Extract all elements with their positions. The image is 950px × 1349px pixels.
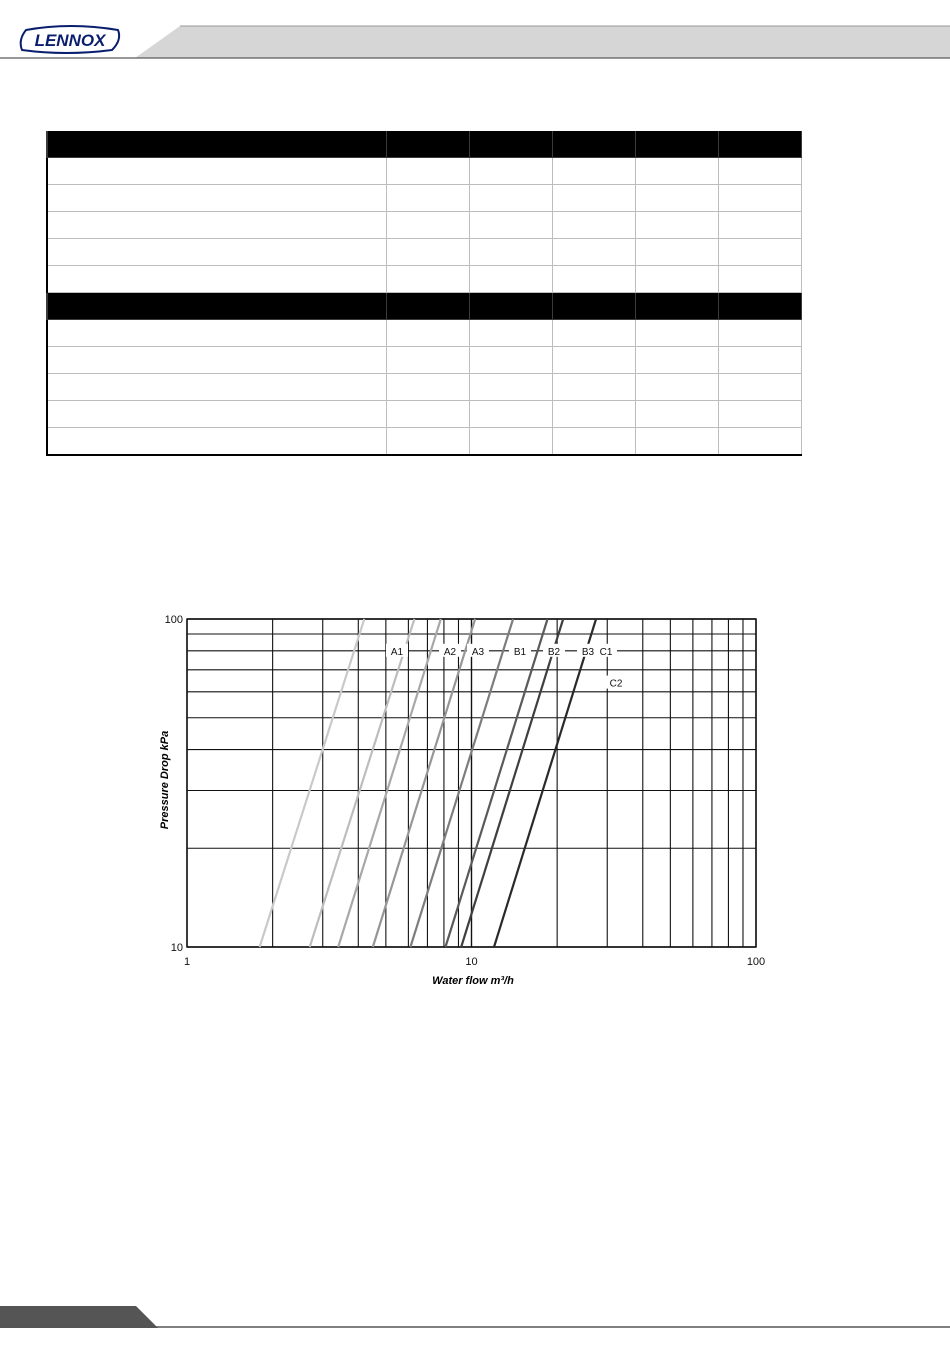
footer-band (0, 1296, 950, 1344)
chart-grid (187, 619, 756, 947)
table-cell (552, 266, 635, 293)
series-label-a2: A2 (443, 646, 457, 658)
header-cell (635, 293, 718, 320)
table-cell (635, 239, 718, 266)
table-row (47, 347, 801, 374)
series-label-c2: C2 (609, 678, 623, 690)
table-cell (386, 347, 469, 374)
x-axis-label: Water flow m³/h (432, 975, 514, 987)
table-cell (386, 212, 469, 239)
header-cell (47, 293, 386, 320)
table-cell (47, 320, 386, 347)
table-cell (47, 158, 386, 185)
table-cell (552, 185, 635, 212)
table-cell (635, 185, 718, 212)
table-row (47, 401, 801, 428)
table-cell (386, 266, 469, 293)
header-cell (718, 131, 801, 158)
table-cell (552, 374, 635, 401)
table-cell (718, 185, 801, 212)
table-cell (718, 401, 801, 428)
table-cell (469, 239, 552, 266)
table-cell (718, 239, 801, 266)
table-cell (47, 374, 386, 401)
table-cell (635, 347, 718, 374)
chart-svg (150, 605, 780, 995)
y-axis-label: Pressure Drop kPa (159, 730, 171, 830)
table-cell (47, 239, 386, 266)
series-line-c2 (494, 619, 596, 947)
table-cell (386, 239, 469, 266)
table-header-band (47, 293, 801, 320)
table-cell (635, 158, 718, 185)
header-cell (469, 293, 552, 320)
table-cell (635, 374, 718, 401)
table-cell (635, 401, 718, 428)
table-cell (47, 185, 386, 212)
table-row (47, 212, 801, 239)
series-line-c1 (461, 619, 563, 947)
spec-table (46, 131, 802, 456)
header-cell (552, 131, 635, 158)
table-row (47, 320, 801, 347)
table-cell (469, 320, 552, 347)
header-cell (386, 293, 469, 320)
header-cell (718, 293, 801, 320)
table-cell (552, 158, 635, 185)
lennox-logo (21, 26, 119, 53)
series-label-a1: A1 (390, 646, 404, 658)
table-cell (718, 374, 801, 401)
table-cell (469, 185, 552, 212)
table-header-band (47, 131, 801, 158)
x-tick-label: 1 (183, 956, 191, 968)
series-label-b1: B1 (513, 646, 527, 658)
table-cell (386, 185, 469, 212)
table-row (47, 239, 801, 266)
table-cell (552, 320, 635, 347)
table-cell (552, 212, 635, 239)
series-label-a3: A3 (471, 646, 485, 658)
table-row (47, 374, 801, 401)
y-tick-label: 100 (164, 614, 183, 626)
header-cell (386, 131, 469, 158)
header-cell (47, 131, 386, 158)
table-cell (386, 428, 469, 456)
table-cell (47, 401, 386, 428)
table-cell (718, 212, 801, 239)
table-cell (47, 212, 386, 239)
table-cell (552, 428, 635, 456)
table-row (47, 266, 801, 293)
series-label-b2: B2 (547, 646, 561, 658)
table-cell (718, 428, 801, 456)
table-cell (718, 347, 801, 374)
series-line-a1 (260, 619, 365, 947)
series-label-b3: B3 (581, 646, 595, 658)
brand-logo-text: LENNOX (34, 31, 106, 50)
table-cell (47, 347, 386, 374)
table-cell (47, 428, 386, 456)
table-cell (469, 428, 552, 456)
table-cell (635, 266, 718, 293)
series-label-c1: C1 (599, 646, 613, 658)
table-cell (552, 347, 635, 374)
table-cell (635, 320, 718, 347)
table-cell (718, 320, 801, 347)
header-cell (469, 131, 552, 158)
table-cell (552, 239, 635, 266)
y-tick-label: 10 (170, 942, 183, 954)
table-cell (469, 212, 552, 239)
pressure-drop-chart (150, 605, 780, 995)
table-cell (469, 374, 552, 401)
table-cell (386, 401, 469, 428)
header-cell (635, 131, 718, 158)
series-line-a2 (310, 619, 415, 947)
table-cell (635, 212, 718, 239)
table-cell (386, 374, 469, 401)
page-header (0, 0, 950, 64)
table-row (47, 158, 801, 185)
table-cell (386, 320, 469, 347)
table-cell (469, 266, 552, 293)
table-row (47, 428, 801, 456)
table-cell (47, 266, 386, 293)
table-cell (718, 158, 801, 185)
header-band (0, 0, 950, 64)
table-cell (386, 158, 469, 185)
x-tick-label: 10 (465, 956, 478, 968)
page-footer (0, 1296, 950, 1344)
table-cell (718, 266, 801, 293)
header-cell (552, 293, 635, 320)
table-cell (552, 401, 635, 428)
table-cell (469, 158, 552, 185)
table-row (47, 185, 801, 212)
table-cell (469, 347, 552, 374)
table-cell (469, 401, 552, 428)
x-tick-label: 100 (746, 956, 766, 968)
table-cell (635, 428, 718, 456)
